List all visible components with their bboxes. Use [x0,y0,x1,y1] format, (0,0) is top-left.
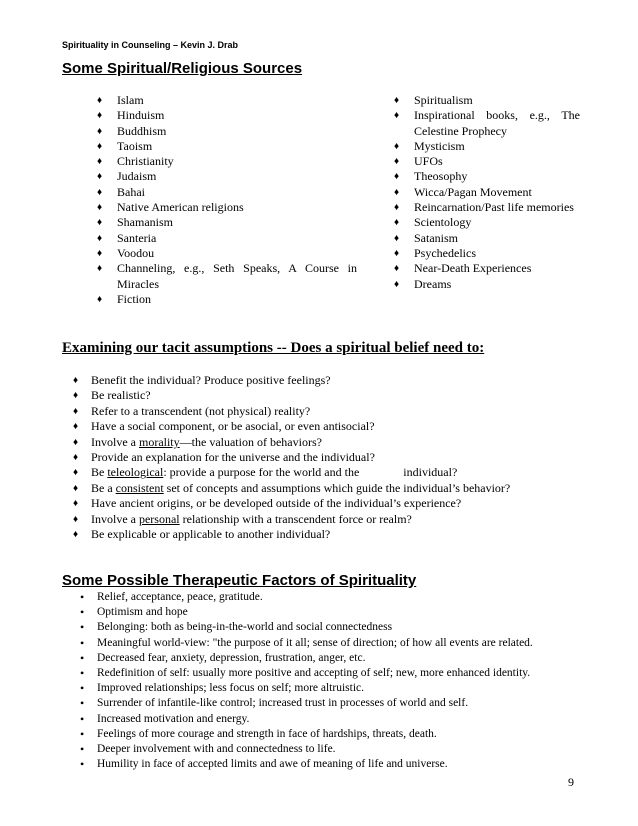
diamond-bullet-icon: ♦ [97,186,103,198]
running-header: Spirituality in Counseling – Kevin J. Drab [62,40,239,50]
diamond-bullet-icon: ♦ [73,498,79,510]
list-item: ♦ Theosophy [394,169,468,184]
diamond-bullet-icon: ♦ [73,482,79,494]
diamond-bullet-icon: ♦ [73,436,79,448]
page-number: 9 [568,775,574,789]
list-item: ♦ Be teleological: provide a purpose for the world and the individual? [73,465,458,480]
list-item: ♦ Mysticism [394,138,465,153]
list-item: ♦ Islam [97,93,144,107]
underlined-term: morality [138,434,180,449]
list-item: ♦ Wicca/Pagan Movement [394,184,532,199]
diamond-bullet-icon: ♦ [394,202,400,214]
dot-bullet-icon: • [80,711,85,726]
sources-right-list [394,93,580,292]
list-item: • Increased motivation and energy. [80,711,250,726]
diamond-bullet-icon: ♦ [73,513,79,525]
diamond-bullet-icon: ♦ [394,217,400,229]
list-item: ♦ Voodou [97,245,155,260]
list-item: • Improved relationships; less focus on self; more altruistic. [80,681,364,696]
list-item: ♦ Benefit the individual? Produce positive feelings? [73,373,331,387]
list-item: ♦ Psychedelics [394,245,476,260]
diamond-bullet-icon: ♦ [97,217,103,229]
sources-left-list [97,93,357,307]
diamond-bullet-icon: ♦ [73,467,79,479]
diamond-bullet-icon: ♦ [97,232,103,244]
list-item: • Belonging: both as being-in-the-world and social connectedness [80,620,393,635]
list-item: ♦ Santeria [97,230,157,245]
diamond-bullet-icon: ♦ [97,95,103,106]
list-item: ♦ Spiritualism [394,93,473,107]
diamond-bullet-icon: ♦ [73,452,79,464]
list-item: ♦ Involve a morality—the valuation of behaviors? [73,434,322,449]
list-item: ♦ UFOs [394,154,443,169]
diamond-bullet-icon: ♦ [394,247,400,259]
list-item: ♦ Christianity [97,154,174,169]
diamond-bullet-icon: ♦ [97,140,103,152]
list-item: ♦ Be a consistent set of concepts and assumptions which guide the individual’s behavior? [73,480,511,495]
list-item: ♦ Provide an explanation for the universe and the individual? [73,450,375,465]
diamond-bullet-icon: ♦ [73,529,79,541]
diamond-bullet-icon: ♦ [97,202,103,214]
list-item: • Feelings of more courage and strength in face of hardships, threats, death. [80,726,437,741]
list-item: ♦ Be realistic? [73,388,151,403]
list-item: ♦ Refer to a transcendent (not physical) reality? [73,403,311,418]
diamond-bullet-icon: ♦ [97,110,103,122]
list-item: • Deeper involvement with and connectedness to life. [80,742,336,757]
dot-bullet-icon: • [80,590,85,604]
list-item: • Humility in face of accepted limits and awe of meaning of life and universe. [80,757,448,772]
diamond-bullet-icon: ♦ [97,171,103,183]
diamond-bullet-icon: ♦ [97,263,103,275]
dot-bullet-icon: • [80,757,85,772]
list-item: ♦ Near-Death Experiences [394,261,532,276]
dot-bullet-icon: • [80,650,85,665]
diamond-bullet-icon: ♦ [73,390,79,402]
diamond-bullet-icon: ♦ [394,232,400,244]
list-item: ♦ Buddhism [97,123,167,138]
diamond-bullet-icon: ♦ [394,110,400,122]
diamond-bullet-icon: ♦ [394,156,400,168]
dot-bullet-icon: • [80,696,85,711]
list-item: ♦ Bahai [97,184,145,199]
diamond-bullet-icon: ♦ [97,247,103,259]
list-item: • Relief, acceptance, peace, gratitude. [80,590,263,604]
list-item: • Surrender of infantile-like control; increased trust in processes of world and self. [80,696,469,711]
diamond-bullet-icon: ♦ [97,156,103,168]
list-item: ♦ Be explicable or applicable to another individual? [73,527,331,542]
diamond-bullet-icon: ♦ [394,186,400,198]
dot-bullet-icon: • [80,726,85,741]
factors-heading: Some Possible Therapeutic Factors of Spirituality [62,572,417,589]
list-item: ♦ Have ancient origins, or be developed outside of the individual’s experience? [73,496,462,511]
list-item: ♦ Inspirational books, e.g., The Celestine Prophecy [394,108,580,138]
diamond-bullet-icon: ♦ [394,95,400,106]
list-item: • Redefinition of self: usually more positive and accepting of self; new, more enhanced identity. [80,666,531,681]
list-item: ♦ Involve a personal relationship with a transcendent force or realm? [73,511,412,526]
list-item: ♦ Channeling, e.g., Seth Speaks, A Course in Miracles [97,261,357,291]
dot-bullet-icon: • [80,635,85,650]
list-item: ♦ Native American religions [97,200,244,215]
diamond-bullet-icon: ♦ [97,125,103,137]
underlined-term: consistent [115,480,164,495]
dot-bullet-icon: • [80,742,85,757]
list-item: ♦ Satanism [394,230,458,245]
diamond-bullet-icon: ♦ [73,405,79,417]
underlined-term: personal [138,511,180,526]
list-item: ♦ Shamanism [97,215,173,230]
list-item: • Optimism and hope [80,605,188,620]
list-item: ♦ Fiction [97,291,152,306]
list-item: • Decreased fear, anxiety, depression, frustration, anger, etc. [80,650,366,665]
dot-bullet-icon: • [80,681,85,696]
list-item: ♦ Scientology [394,215,472,230]
diamond-bullet-icon: ♦ [394,263,400,275]
list-item: • Meaningful world-view: "the purpose of it all; sense of direction; of how all events are related. [80,635,533,650]
assumptions-heading: Examining our tacit assumptions -- Does a spiritual belief need to: [62,340,485,356]
list-item: ♦ Hinduism [97,108,165,123]
diamond-bullet-icon: ♦ [97,293,103,305]
sources-heading: Some Spiritual/Religious Sources [62,60,303,77]
diamond-bullet-icon: ♦ [394,140,400,152]
diamond-bullet-icon: ♦ [394,278,400,290]
list-item: ♦ Reincarnation/Past life memories [394,200,574,215]
factors-list [80,590,600,772]
list-item: ♦ Dreams [394,276,452,291]
diamond-bullet-icon: ♦ [73,375,79,386]
dot-bullet-icon: • [80,620,85,635]
diamond-bullet-icon: ♦ [394,171,400,183]
underlined-term: teleological [107,465,164,480]
dot-bullet-icon: • [80,666,85,681]
diamond-bullet-icon: ♦ [73,421,79,433]
list-item: ♦ Taoism [97,138,153,153]
dot-bullet-icon: • [80,605,85,620]
assumptions-list [73,373,573,542]
list-item: ♦ Judaism [97,169,157,184]
list-item: ♦ Have a social component, or be asocial, or even antisocial? [73,419,375,434]
